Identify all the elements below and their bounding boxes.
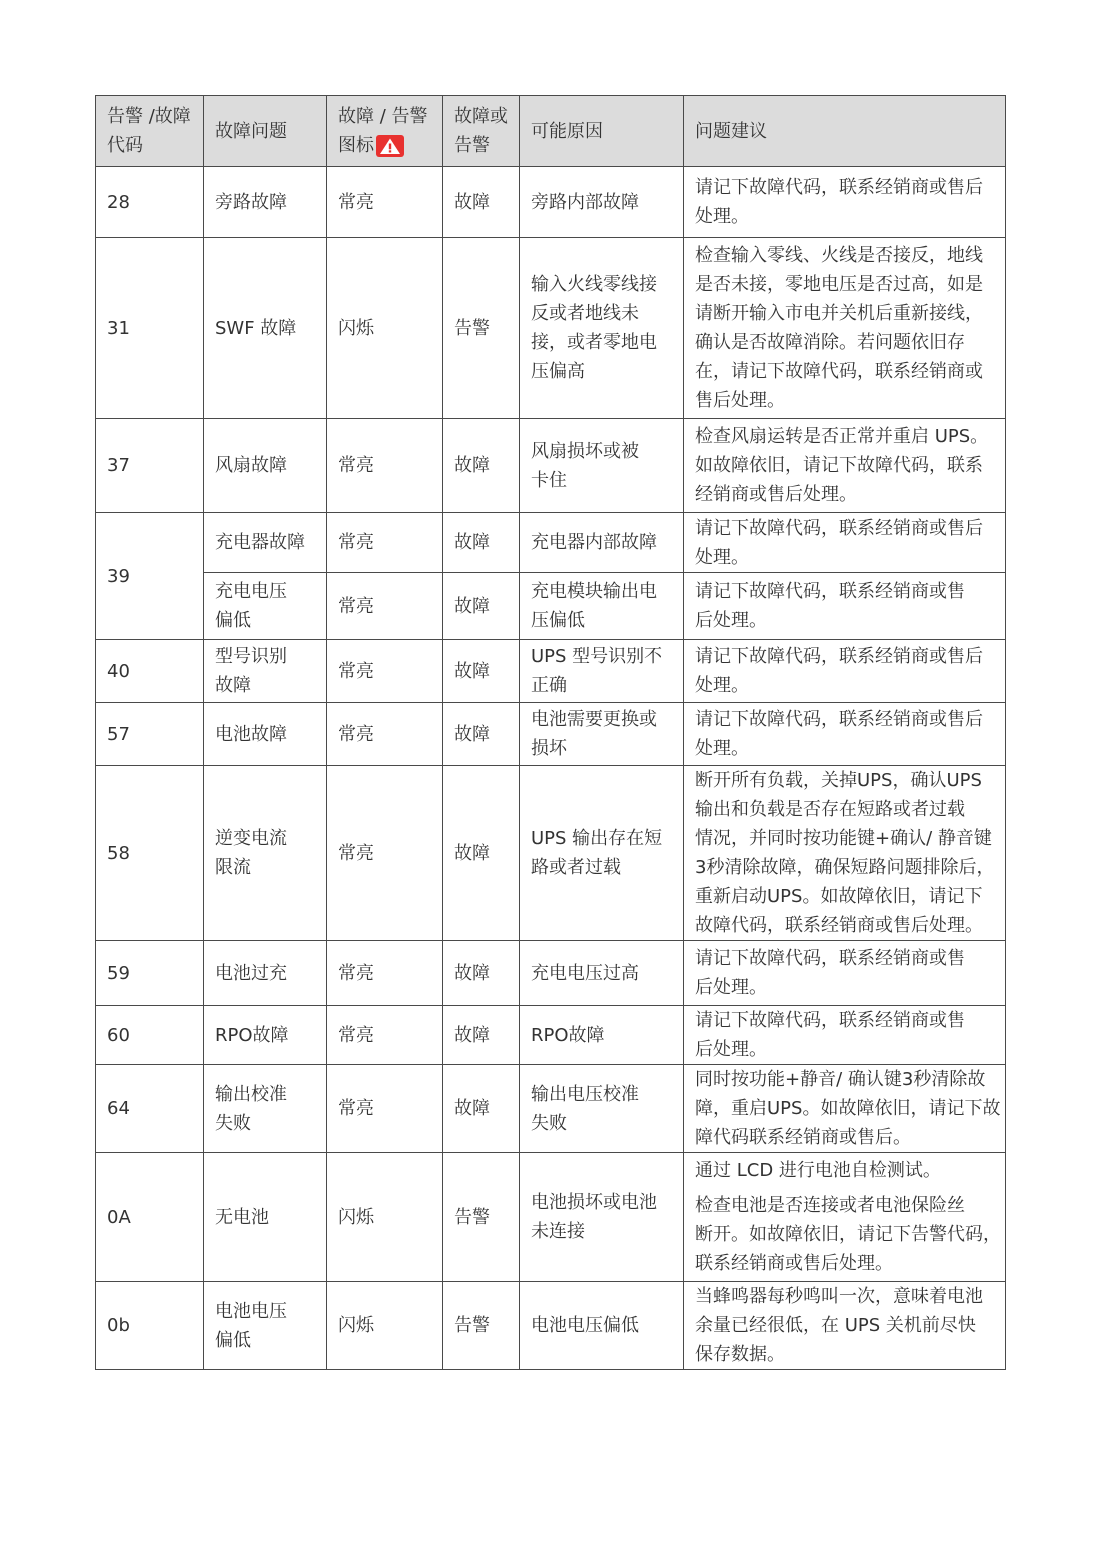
cell-problem: 充电器故障 (204, 513, 327, 573)
table-row (96, 513, 1006, 573)
cell-suggestion: 通过 LCD 进行电池自检测试。 检查电池是否连接或者电池保险丝 断开。如故障依旧，请记下告警代码， 联系经销商或售后处理。 (684, 1153, 1006, 1282)
cell-problem: 逆变电流 限流 (204, 766, 327, 941)
cell-cause: 电池电压偏低 (520, 1282, 684, 1370)
header-type: 故障或 告警 (443, 96, 520, 167)
cell-problem: SWF 故障 (204, 238, 327, 419)
cell-cause: 电池损坏或电池 未连接 (520, 1153, 684, 1282)
cell-problem: 充电电压 偏低 (204, 573, 327, 640)
cell-code: 31 (96, 238, 204, 419)
cell-code: 0A (96, 1153, 204, 1282)
cell-cause: 输出电压校准 失败 (520, 1065, 684, 1153)
table-row (96, 640, 1006, 703)
table-row (96, 1065, 1006, 1153)
cell-type: 告警 (443, 1282, 520, 1370)
cell-code: 57 (96, 703, 204, 766)
cell-cause: 充电电压过高 (520, 941, 684, 1006)
cell-problem: 电池故障 (204, 703, 327, 766)
cell-problem: 无电池 (204, 1153, 327, 1282)
cell-problem: 型号识别 故障 (204, 640, 327, 703)
cell-type: 故障 (443, 640, 520, 703)
cell-cause: 电池需要更换或 损坏 (520, 703, 684, 766)
cell-icon: 常亮 (327, 419, 443, 513)
cell-cause: UPS 型号识别不 正确 (520, 640, 684, 703)
cell-type: 故障 (443, 1065, 520, 1153)
cell-problem: RPO故障 (204, 1006, 327, 1065)
cell-code: 64 (96, 1065, 204, 1153)
cell-cause: 风扇损坏或被 卡住 (520, 419, 684, 513)
cell-code: 39 (96, 513, 204, 640)
cell-suggestion: 检查输入零线、火线是否接反，地线 是否未接，零地电压是否过高，如是 请断开输入市电并关机后重新接线， 确认是否故障消除。若问题依旧存 在，请记下故障代码，联系经销商或 售后处理。 (684, 238, 1006, 419)
table-row (96, 766, 1006, 941)
cell-code: 37 (96, 419, 204, 513)
cell-suggestion: 请记下故障代码，联系经销商或售后 处理。 (684, 703, 1006, 766)
cell-type: 告警 (443, 1153, 520, 1282)
cell-icon: 常亮 (327, 1006, 443, 1065)
cell-suggestion: 检查风扇运转是否正常并重启 UPS。 如故障依旧，请记下故障代码，联系 经销商或售后处理。 (684, 419, 1006, 513)
cell-suggestion: 请记下故障代码，联系经销商或售 后处理。 (684, 1006, 1006, 1065)
table-row (96, 167, 1006, 238)
cell-icon: 常亮 (327, 1065, 443, 1153)
cell-type: 故障 (443, 573, 520, 640)
cell-cause: 旁路内部故障 (520, 167, 684, 238)
cell-suggestion: 请记下故障代码，联系经销商或售后 处理。 (684, 513, 1006, 573)
cell-suggestion: 同时按功能+静音/ 确认键3秒清除故 障，重启UPS。如故障依旧，请记下故 障代码联系经销商或售后。 (684, 1065, 1006, 1153)
cell-cause: 充电模块输出电 压偏低 (520, 573, 684, 640)
table-row (96, 238, 1006, 419)
table-row (96, 1282, 1006, 1370)
fault-code-table (95, 95, 1006, 1370)
cell-suggestion: 断开所有负载，关掉UPS，确认UPS 输出和负载是否存在短路或者过载 情况，并同时按功能键+确认/ 静音键 3秒清除故障，确保短路问题排除后， 重新启动UPS。如故障依旧，请记下 故障代码，联系经销商或售后处理。 (684, 766, 1006, 941)
header-code: 告警 /故障 代码 (96, 96, 204, 167)
table-row (96, 941, 1006, 1006)
table-row (96, 1006, 1006, 1065)
cell-type: 故障 (443, 419, 520, 513)
cell-icon: 常亮 (327, 941, 443, 1006)
cell-code: 40 (96, 640, 204, 703)
cell-cause: UPS 输出存在短 路或者过载 (520, 766, 684, 941)
cell-type: 故障 (443, 766, 520, 941)
cell-icon: 常亮 (327, 513, 443, 573)
table-header-row (96, 96, 1006, 167)
cell-cause: 输入火线零线接 反或者地线未 接，或者零地电 压偏高 (520, 238, 684, 419)
table-row (96, 1153, 1006, 1282)
cell-problem: 旁路故障 (204, 167, 327, 238)
cell-problem: 电池电压 偏低 (204, 1282, 327, 1370)
cell-suggestion: 请记下故障代码，联系经销商或售后 处理。 (684, 640, 1006, 703)
table-row (96, 573, 1006, 640)
cell-suggestion: 当蜂鸣器每秒鸣叫一次，意味着电池 余量已经很低，在 UPS 关机前尽快 保存数据。 (684, 1282, 1006, 1370)
cell-problem: 电池过充 (204, 941, 327, 1006)
cell-suggestion: 请记下故障代码，联系经销商或售 后处理。 (684, 941, 1006, 1006)
cell-icon: 常亮 (327, 640, 443, 703)
header-suggestion: 问题建议 (684, 96, 1006, 167)
cell-cause: RPO故障 (520, 1006, 684, 1065)
cell-icon: 闪烁 (327, 238, 443, 419)
cell-type: 故障 (443, 941, 520, 1006)
cell-type: 故障 (443, 1006, 520, 1065)
cell-suggestion: 请记下故障代码，联系经销商或售后 处理。 (684, 167, 1006, 238)
cell-type: 故障 (443, 513, 520, 573)
header-problem: 故障问题 (204, 96, 327, 167)
cell-code: 0b (96, 1282, 204, 1370)
cell-cause: 充电器内部故障 (520, 513, 684, 573)
cell-code: 28 (96, 167, 204, 238)
cell-icon: 闪烁 (327, 1282, 443, 1370)
warning-triangle-icon (376, 135, 404, 157)
cell-problem: 风扇故障 (204, 419, 327, 513)
cell-code: 59 (96, 941, 204, 1006)
table-row (96, 703, 1006, 766)
cell-icon: 常亮 (327, 167, 443, 238)
cell-icon: 常亮 (327, 703, 443, 766)
cell-code: 60 (96, 1006, 204, 1065)
cell-problem: 输出校准 失败 (204, 1065, 327, 1153)
cell-type: 告警 (443, 238, 520, 419)
cell-code: 58 (96, 766, 204, 941)
table-row (96, 419, 1006, 513)
cell-icon: 常亮 (327, 573, 443, 640)
header-icon: 故障 / 告警 图标 (327, 96, 443, 167)
cell-type: 故障 (443, 167, 520, 238)
header-cause: 可能原因 (520, 96, 684, 167)
cell-type: 故障 (443, 703, 520, 766)
cell-suggestion: 请记下故障代码，联系经销商或售 后处理。 (684, 573, 1006, 640)
cell-icon: 常亮 (327, 766, 443, 941)
cell-icon: 闪烁 (327, 1153, 443, 1282)
